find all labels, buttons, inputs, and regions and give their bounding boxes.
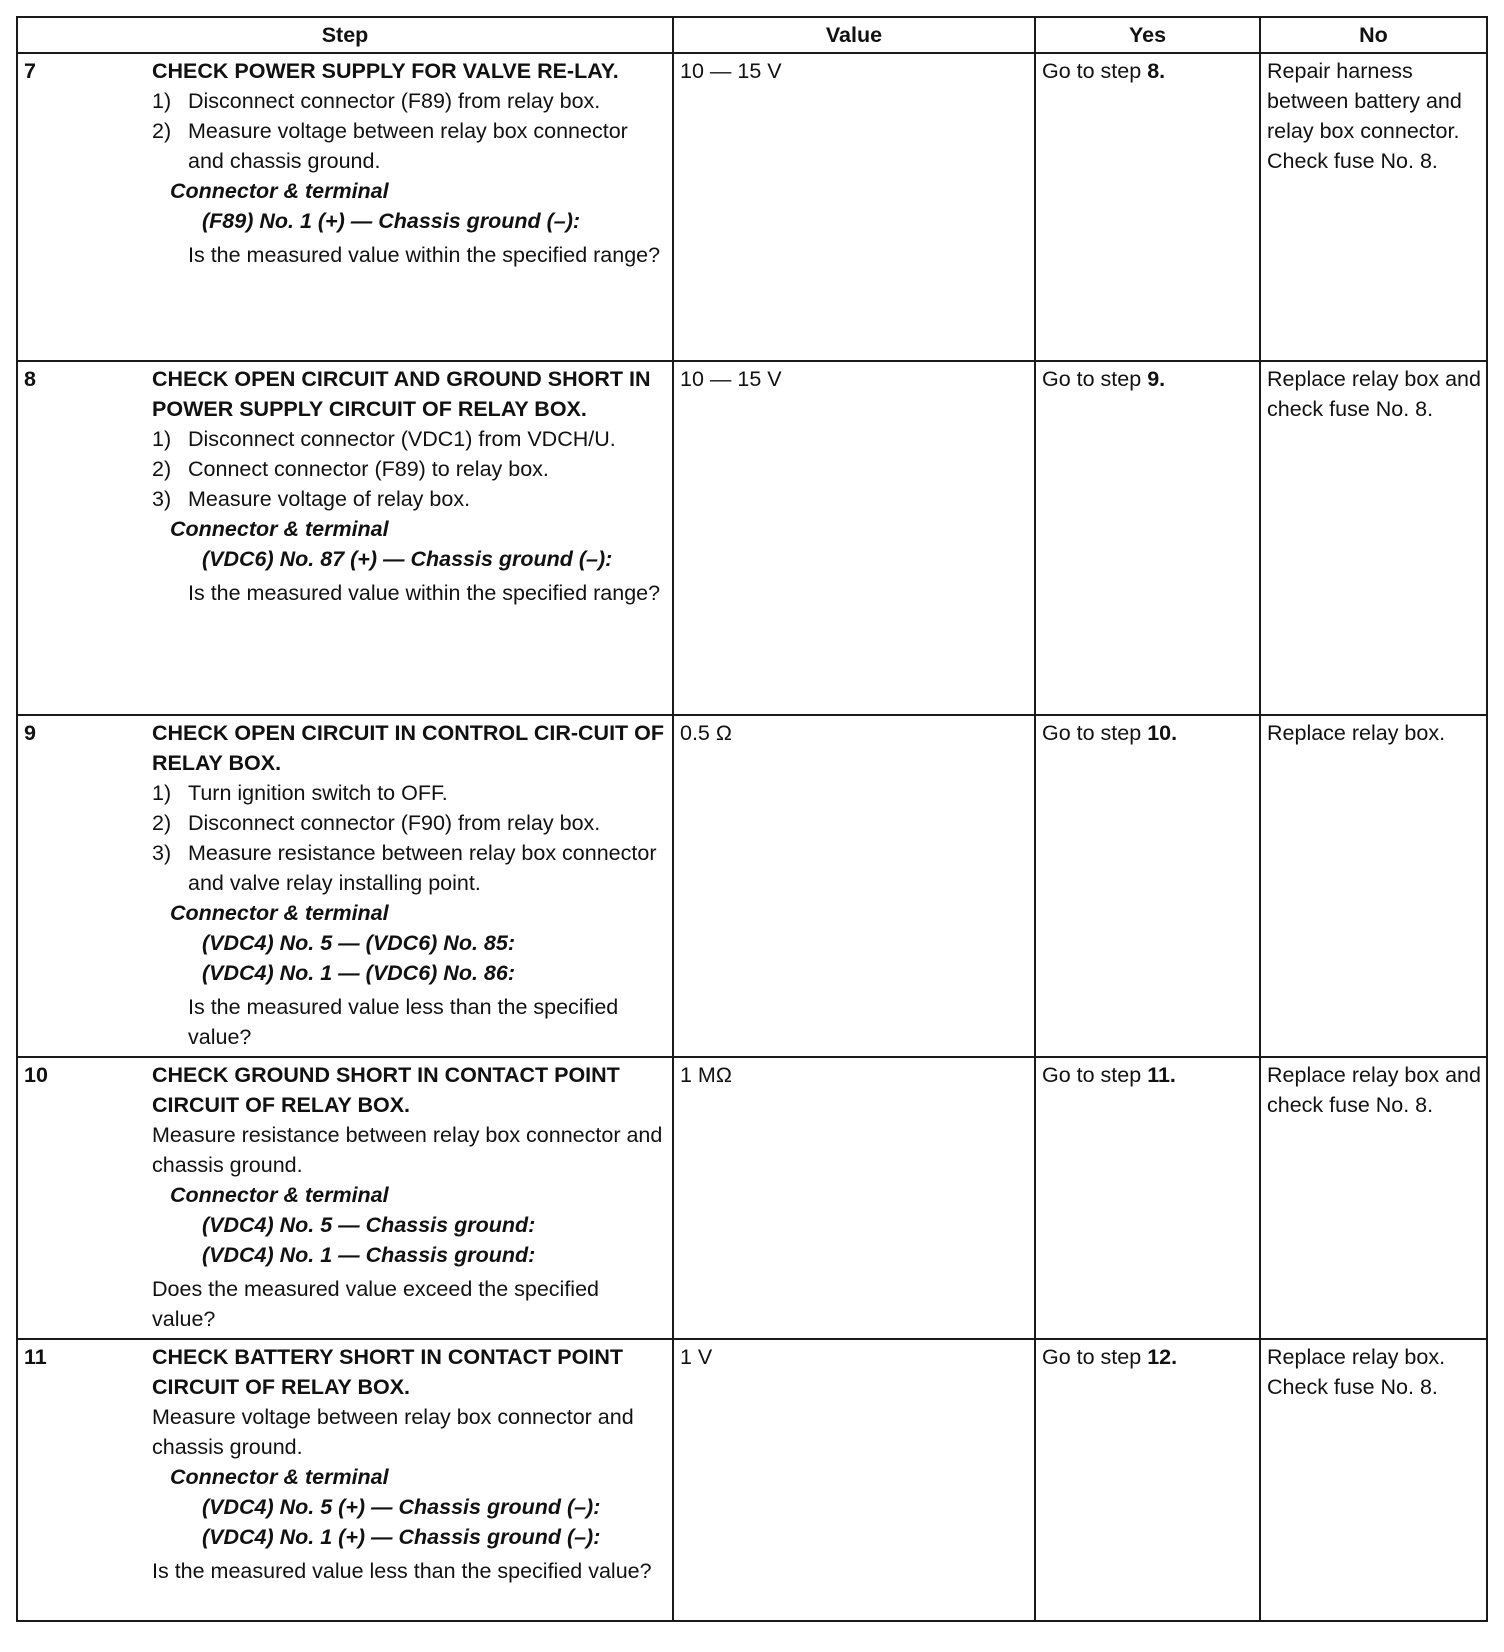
terminal-spec: (VDC4) No. 5 — Chassis ground:: [202, 1213, 536, 1237]
step-number: 10: [24, 1063, 48, 1087]
yes-cell: Go to step 12.: [1035, 1339, 1260, 1621]
list-item: 2) Measure voltage between relay box connector and chassis ground.: [152, 119, 628, 173]
connector-label: Connector & terminal: [170, 179, 389, 203]
header-no: No: [1260, 17, 1487, 53]
step-lead: Measure voltage between relay box connector and chassis ground.: [152, 1405, 634, 1459]
no-cell: Replace relay box.: [1260, 715, 1487, 1057]
table-row: [17, 715, 1487, 1057]
table-row: [17, 53, 1487, 361]
yes-cell: Go to step 10.: [1035, 715, 1260, 1057]
step-number: 7: [24, 59, 36, 83]
yes-cell: Go to step 11.: [1035, 1057, 1260, 1339]
yes-cell: Go to step 8.: [1035, 53, 1260, 361]
step-number: 9: [24, 721, 36, 745]
header-value: Value: [673, 17, 1035, 53]
step-number: 11: [24, 1345, 47, 1369]
step-instructions: [152, 86, 667, 176]
step-number: 8: [24, 367, 36, 391]
value-cell: 10 — 15 V: [673, 361, 1035, 715]
value-cell: 10 — 15 V: [673, 53, 1035, 361]
step-title: CHECK BATTERY SHORT IN CONTACT POINT CIRCUIT OF RELAY BOX.: [152, 1345, 624, 1399]
connector-label: Connector & terminal: [170, 517, 389, 541]
step-cell: [17, 1057, 673, 1339]
terminal-spec: (VDC4) No. 1 — (VDC6) No. 86:: [202, 961, 515, 985]
table-row: [17, 1339, 1487, 1621]
step-cell: [17, 53, 673, 361]
yes-step-link: 11.: [1147, 1063, 1176, 1087]
list-item: 1) Turn ignition switch to OFF.: [152, 781, 448, 805]
diagnostic-table: [16, 16, 1488, 1622]
step-title: CHECK POWER SUPPLY FOR VALVE RE-LAY.: [152, 59, 619, 83]
step-instructions: [152, 424, 667, 514]
list-item: 2) Connect connector (F89) to relay box.: [152, 457, 549, 481]
table-row: [17, 361, 1487, 715]
yes-cell: Go to step 9.: [1035, 361, 1260, 715]
terminal-spec: (VDC4) No. 1 (+) — Chassis ground (–):: [202, 1525, 601, 1549]
step-title: CHECK OPEN CIRCUIT IN CONTROL CIR-CUIT OF RELAY BOX.: [152, 721, 665, 775]
list-item: 2) Disconnect connector (F90) from relay box.: [152, 811, 601, 835]
list-item: 1) Disconnect connector (VDC1) from VDCH/U.: [152, 427, 616, 451]
value-cell: 1 MΩ: [673, 1057, 1035, 1339]
list-item: 1) Disconnect connector (F89) from relay box.: [152, 89, 601, 113]
step-question: Is the measured value within the specified range?: [188, 581, 661, 605]
header-row: [17, 17, 1487, 53]
step-question: Does the measured value exceed the specified value?: [152, 1277, 599, 1331]
connector-label: Connector & terminal: [170, 1183, 389, 1207]
terminal-spec: (VDC4) No. 5 (+) — Chassis ground (–):: [202, 1495, 601, 1519]
terminal-spec: (VDC6) No. 87 (+) — Chassis ground (–):: [202, 547, 613, 571]
yes-step-link: 12.: [1147, 1345, 1178, 1369]
step-cell: [17, 1339, 673, 1621]
value-cell: 0.5 Ω: [673, 715, 1035, 1057]
step-question: Is the measured value less than the specified value?: [152, 1559, 652, 1583]
step-title: CHECK OPEN CIRCUIT AND GROUND SHORT IN POWER SUPPLY CIRCUIT OF RELAY BOX.: [152, 367, 651, 421]
yes-step-link: 9.: [1147, 367, 1166, 391]
header-step: Step: [17, 17, 673, 53]
terminal-spec: (VDC4) No. 5 — (VDC6) No. 85:: [202, 931, 515, 955]
terminal-spec: (F89) No. 1 (+) — Chassis ground (–):: [202, 209, 581, 233]
header-yes: Yes: [1035, 17, 1260, 53]
list-item: 3) Measure voltage of relay box.: [152, 487, 471, 511]
no-cell: Replace relay box and check fuse No. 8.: [1260, 1057, 1487, 1339]
step-cell: [17, 715, 673, 1057]
table-row: [17, 1057, 1487, 1339]
connector-label: Connector & terminal: [170, 1465, 389, 1489]
step-title: CHECK GROUND SHORT IN CONTACT POINT CIRCUIT OF RELAY BOX.: [152, 1063, 620, 1117]
connector-label: Connector & terminal: [170, 901, 389, 925]
no-cell: Replace relay box and check fuse No. 8.: [1260, 361, 1487, 715]
step-lead: Measure resistance between relay box connector and chassis ground.: [152, 1123, 663, 1177]
list-item: 3) Measure resistance between relay box connector and valve relay installing point.: [152, 841, 657, 895]
yes-step-link: 10.: [1147, 721, 1178, 745]
step-question: Is the measured value within the specified range?: [188, 243, 661, 267]
no-cell: Repair harness between battery and relay box connector. Check fuse No. 8.: [1260, 53, 1487, 361]
step-instructions: [152, 778, 667, 898]
step-question: Is the measured value less than the specified value?: [188, 995, 619, 1049]
step-cell: [17, 361, 673, 715]
terminal-spec: (VDC4) No. 1 — Chassis ground:: [202, 1243, 536, 1267]
no-cell: Replace relay box. Check fuse No. 8.: [1260, 1339, 1487, 1621]
value-cell: 1 V: [673, 1339, 1035, 1621]
yes-step-link: 8.: [1147, 59, 1166, 83]
